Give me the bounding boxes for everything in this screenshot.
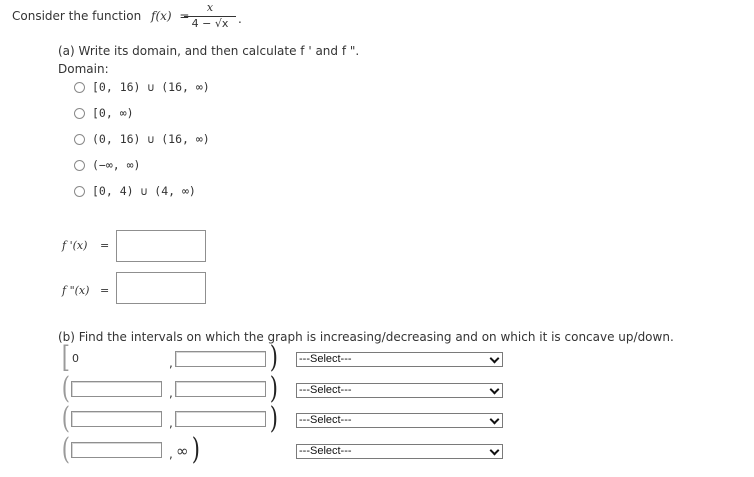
left-endpoint: 0 xyxy=(72,352,79,365)
right-endpoint-input[interactable] xyxy=(175,381,266,397)
right-endpoint-input[interactable] xyxy=(175,351,266,367)
fraction-numerator: x xyxy=(206,1,214,14)
intro-text xyxy=(12,9,189,23)
right-bracket: ) xyxy=(269,371,278,406)
domain-radio-3[interactable] xyxy=(74,134,85,145)
intro-prefix: Consider the function xyxy=(12,9,142,23)
domain-radio-1[interactable] xyxy=(74,82,85,93)
left-bracket: ( xyxy=(61,371,70,406)
fprime-input[interactable] xyxy=(116,230,206,262)
chevron-down-icon xyxy=(490,385,500,395)
left-endpoint-input[interactable] xyxy=(71,381,162,397)
domain-option-5[interactable]: [0, 4) ∪ (4, ∞) xyxy=(92,184,196,198)
interval-comma: , xyxy=(169,416,173,430)
domain-label: Domain: xyxy=(58,62,109,76)
fdouble-equals: = xyxy=(100,284,110,297)
right-endpoint-input[interactable] xyxy=(175,411,266,427)
part-a-prompt: (a) Write its domain, and then calculate f ' and f ". xyxy=(58,44,360,58)
right-endpoint-infinity: ∞ xyxy=(176,442,189,460)
domain-option-2[interactable]: [0, ∞) xyxy=(92,106,134,120)
domain-radio-4[interactable] xyxy=(74,160,85,171)
interval-comma: , xyxy=(169,356,173,370)
domain-radio-2[interactable] xyxy=(74,108,85,119)
interval-comma: , xyxy=(169,447,173,461)
fprime-label: f '(x) xyxy=(62,239,88,252)
intro-period: . xyxy=(238,12,242,26)
intro-equals: = xyxy=(179,9,190,23)
part-b-prompt: (b) Find the intervals on which the graph is increasing/decreasing and on which it is concave up/down. xyxy=(58,330,674,344)
fprime-equals: = xyxy=(100,239,110,252)
domain-option-1[interactable]: [0, 16) ∪ (16, ∞) xyxy=(92,80,210,94)
fraction-denominator: 4 − √x xyxy=(191,17,229,30)
chevron-down-icon xyxy=(490,446,500,456)
select-value: ---Select--- xyxy=(299,414,352,426)
select-value: ---Select--- xyxy=(299,445,352,457)
right-bracket: ) xyxy=(269,401,278,436)
chevron-down-icon xyxy=(490,354,500,364)
left-endpoint-input[interactable] xyxy=(71,442,162,458)
function-name: f(x) xyxy=(151,9,172,23)
fdouble-label: f "(x) xyxy=(62,284,90,297)
right-bracket: ) xyxy=(191,432,200,467)
domain-option-3[interactable]: (0, 16) ∪ (16, ∞) xyxy=(92,132,210,146)
behavior-select[interactable] xyxy=(296,383,503,398)
right-bracket: ) xyxy=(269,340,278,375)
left-bracket: ( xyxy=(61,432,70,467)
interval-comma: , xyxy=(169,386,173,400)
chevron-down-icon xyxy=(490,415,500,425)
select-value: ---Select--- xyxy=(299,384,352,396)
left-endpoint-input[interactable] xyxy=(71,411,162,427)
function-fraction xyxy=(184,1,236,31)
fdouble-input[interactable] xyxy=(116,272,206,304)
domain-radio-5[interactable] xyxy=(74,186,85,197)
select-value: ---Select--- xyxy=(299,353,352,365)
left-bracket: ( xyxy=(61,401,70,436)
left-bracket: [ xyxy=(61,340,70,375)
behavior-select[interactable] xyxy=(296,444,503,459)
behavior-select[interactable] xyxy=(296,413,503,428)
behavior-select[interactable] xyxy=(296,352,503,367)
domain-option-4[interactable]: (−∞, ∞) xyxy=(92,158,141,172)
